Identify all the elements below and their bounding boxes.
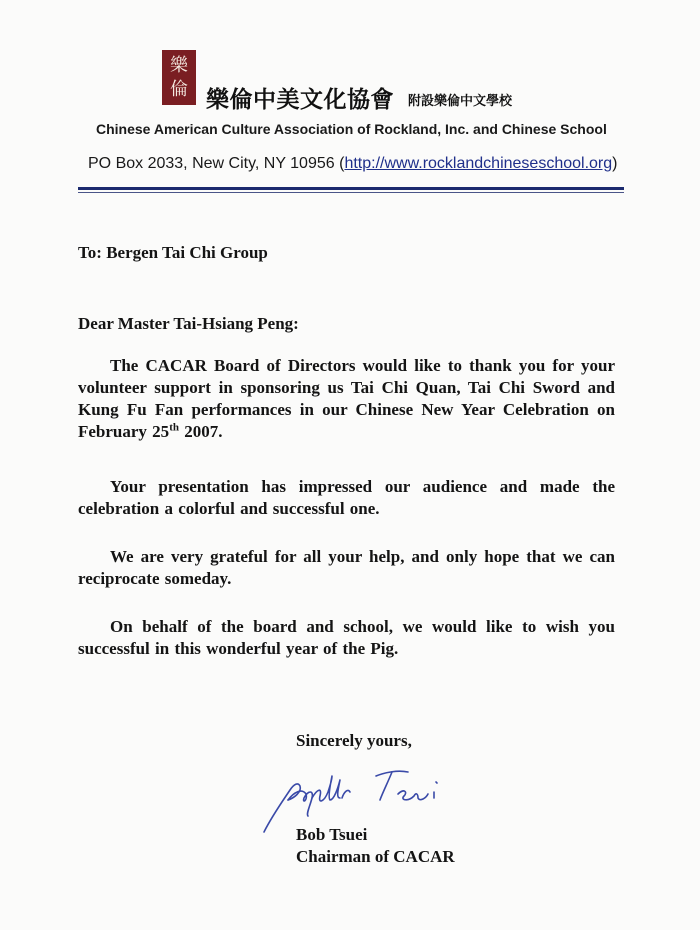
signer-title: Chairman of CACAR [296, 847, 455, 866]
postal-address: PO Box 2033, New City, NY 10956 [88, 155, 335, 172]
closing: Sincerely yours, [296, 731, 412, 750]
ordinal-suffix: th [169, 421, 179, 434]
school-name-chinese: 附設樂倫中文學校 [408, 94, 513, 109]
paragraph-1-year: 2007. [178, 422, 223, 441]
recipient-line: To: Bergen Tai Chi Group [78, 243, 268, 262]
address-line [88, 155, 617, 173]
body-paragraph-4: On behalf of the board and school, we would like to wish you successful in this wonderful year of the Pig. [78, 617, 615, 658]
org-name-english: Chinese American Culture Association of Rockland, Inc. and Chinese School [96, 121, 607, 137]
website-open-paren: ( [339, 155, 345, 172]
body-paragraph-3: We are very grateful for all your help, and only hope that we can reciprocate someday. [78, 547, 615, 588]
website-close-paren: ) [612, 155, 618, 172]
salutation: Dear Master Tai-Hsiang Peng: [78, 314, 299, 333]
letterhead-rule-thick [78, 187, 624, 190]
org-name-chinese: 樂倫中美文化協會 [206, 87, 394, 113]
seal-char-1: 樂 [170, 55, 188, 76]
seal-char-2: 倫 [170, 79, 188, 100]
paragraph-1-text: The CACAR Board of Directors would like to thank you for your volunteer support in sponsoring us Tai Chi Quan, Tai Chi Sword and Kung Fu Fan performances in our Chinese New Year Celebration on February 25 [78, 356, 615, 441]
letterhead-rule-thin [78, 192, 624, 193]
signer-name: Bob Tsuei [296, 825, 368, 844]
body-paragraph-2: Your presentation has impressed our audience and made the celebration a colorful and successful one. [78, 477, 615, 518]
logo-seal [162, 50, 196, 105]
body-paragraph-1 [78, 355, 615, 443]
website-link[interactable]: http://www.rocklandchineseschool.org [344, 155, 613, 172]
